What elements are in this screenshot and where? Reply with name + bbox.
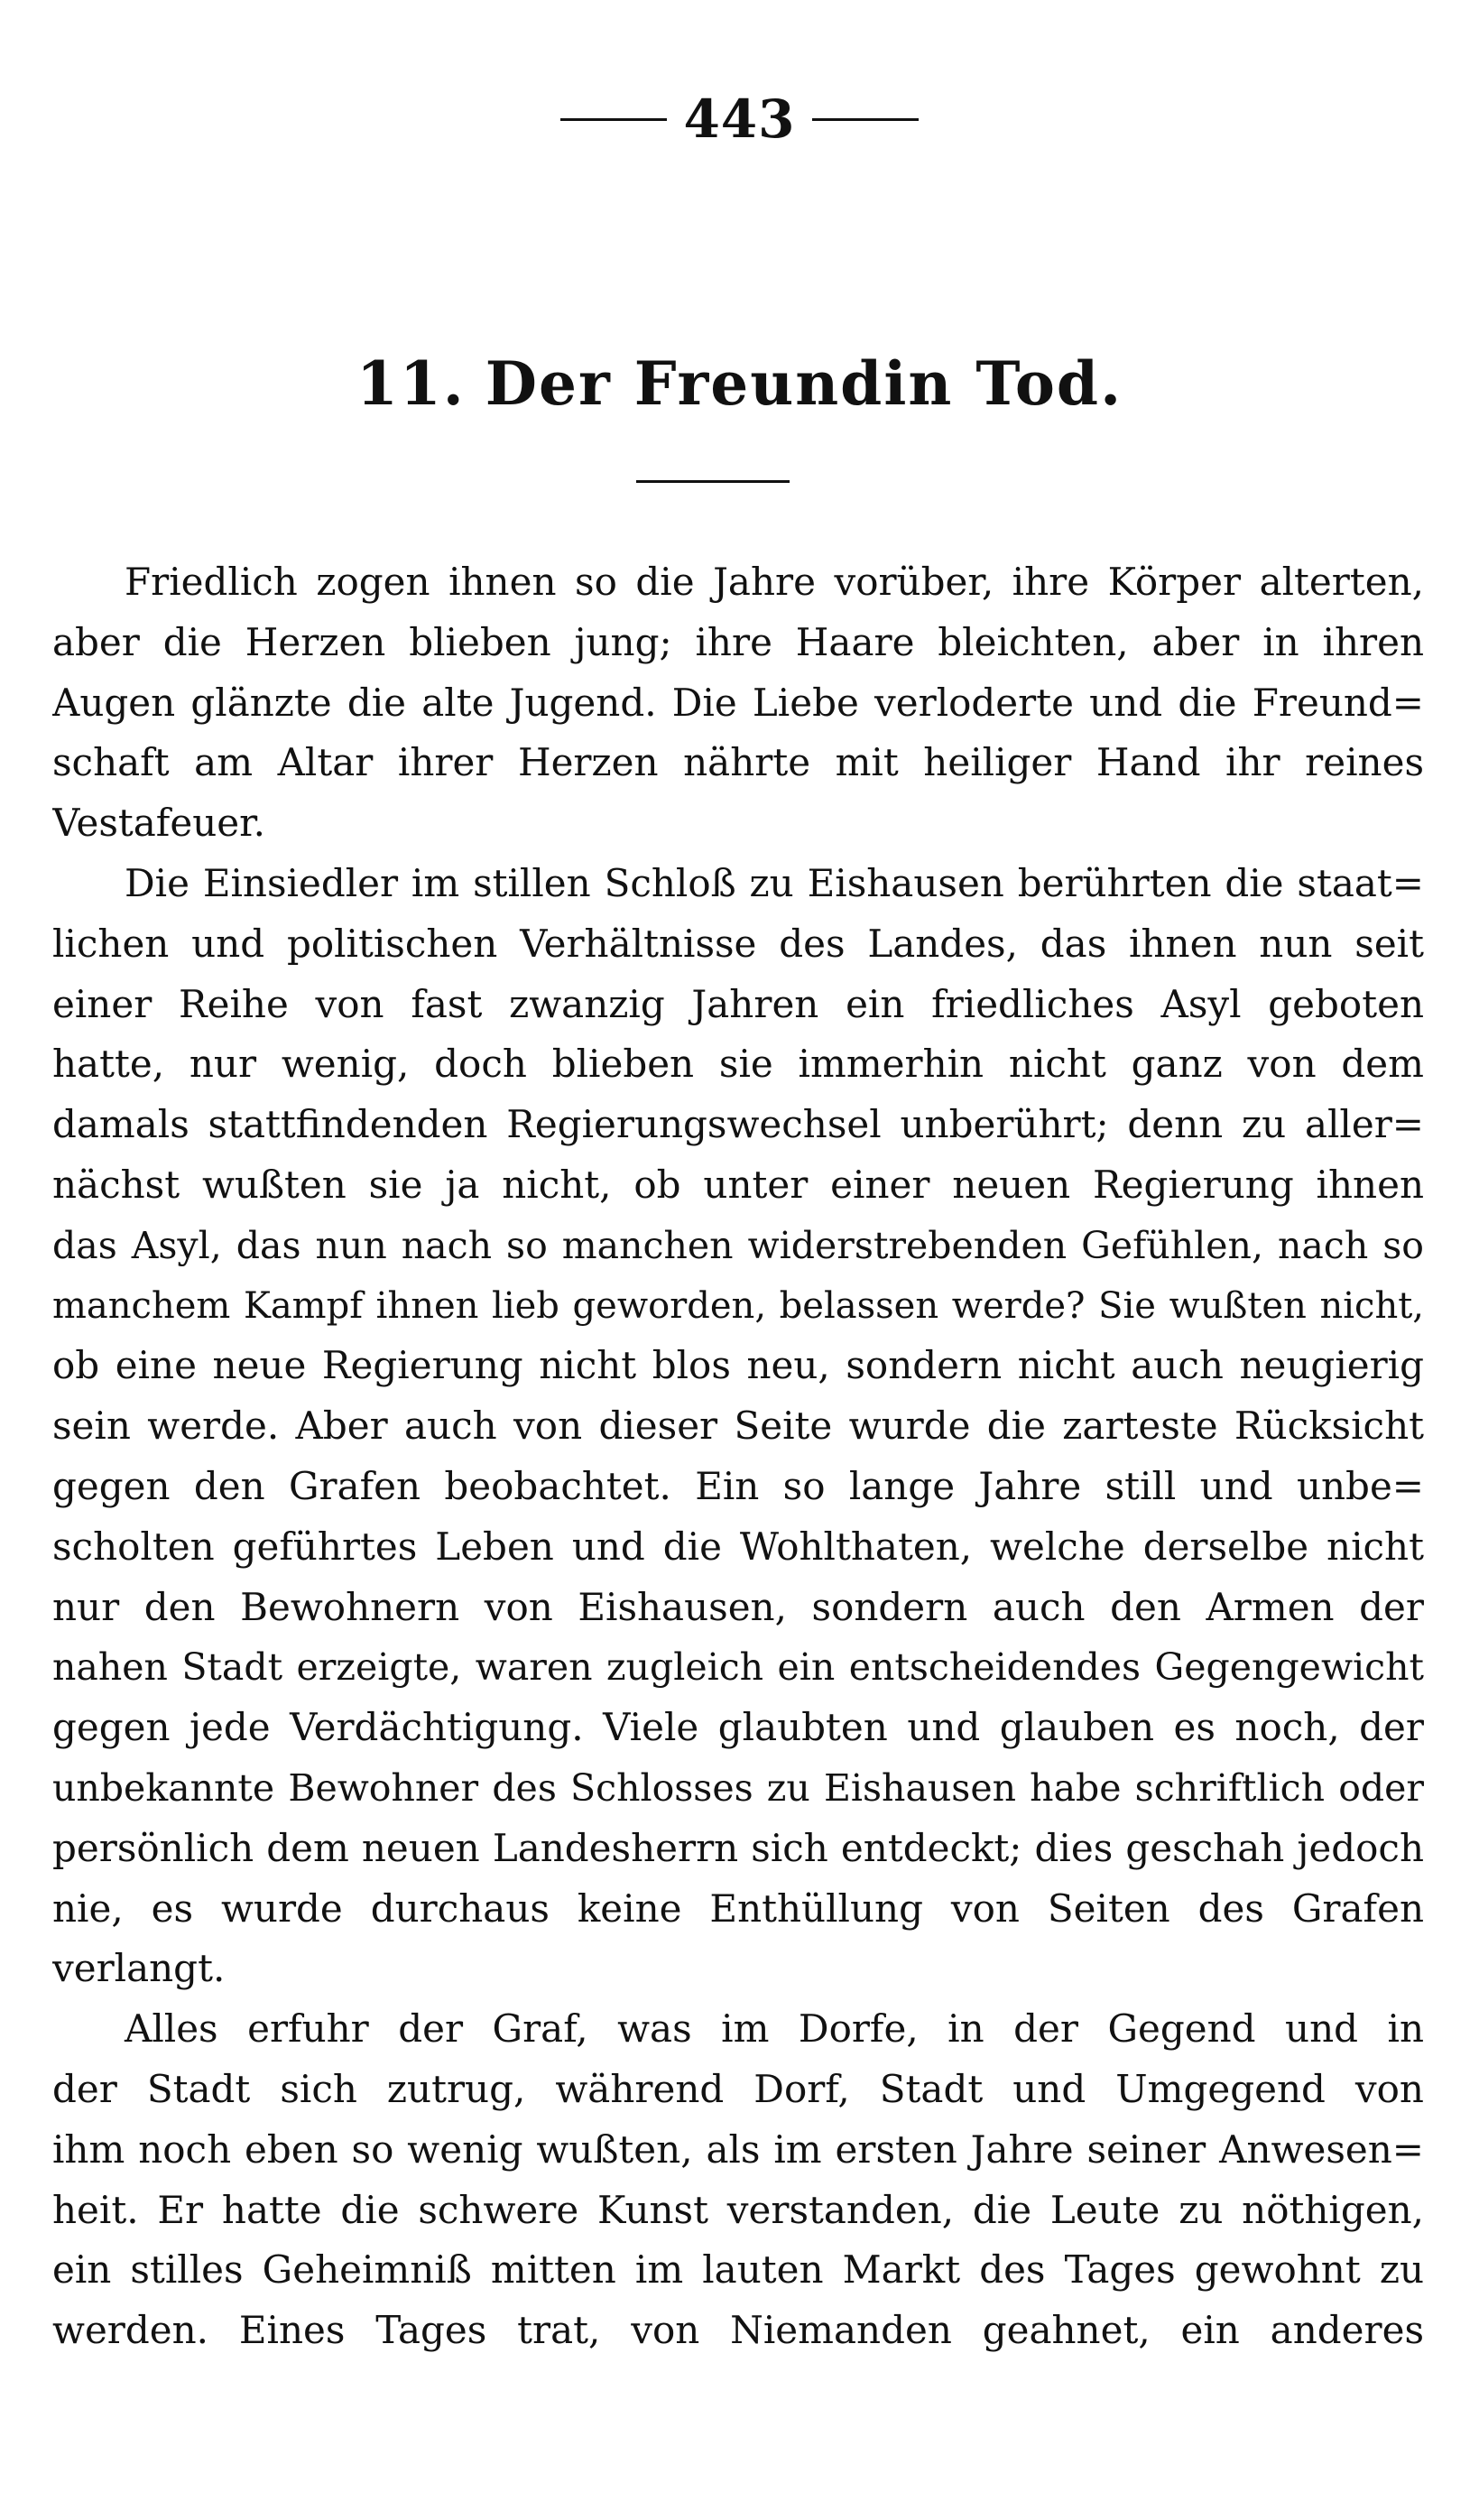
text-line: gegen den Grafen beobachtet. Ein so lange Jahre still und unbe= bbox=[52, 1463, 1424, 1508]
chapter-title: Der Freundin Tod. bbox=[485, 348, 1123, 419]
chapter-heading bbox=[0, 347, 1479, 420]
text-line: Die Einsiedler im stillen Schloß zu Eishausen berührten die staat= bbox=[125, 860, 1424, 905]
text-line: Augen glänzte die alte Jugend. Die Liebe verloderte und die Freund= bbox=[52, 680, 1424, 725]
body-text bbox=[52, 552, 1424, 2361]
text-line: aber die Herzen blieben jung; ihre Haare bleichten, aber in ihren bbox=[52, 619, 1424, 664]
text-line: ihm noch eben so wenig wußten, als im ersten Jahre seiner Anwesen= bbox=[52, 2126, 1424, 2172]
text-line: verlangt. bbox=[52, 1946, 226, 1991]
text-line: schaft am Altar ihrer Herzen nährte mit heiliger Hand ihr reines bbox=[52, 740, 1424, 785]
text-line: unbekannte Bewohner des Schlosses zu Eishausen habe schriftlich oder bbox=[52, 1765, 1424, 1810]
text-line: nie, es wurde durchaus keine Enthüllung von Seiten des Grafen bbox=[52, 1885, 1424, 1931]
page-number: 443 bbox=[683, 88, 796, 150]
text-line: einer Reihe von fast zwanzig Jahren ein friedliches Asyl geboten bbox=[52, 981, 1424, 1026]
text-line: gegen jede Verdächtigung. Viele glaubten und glauben es noch, der bbox=[52, 1705, 1424, 1750]
text-line: ob eine neue Regierung nicht blos neu, sondern nicht auch neugierig bbox=[52, 1343, 1424, 1388]
text-line: Alles erfuhr der Graf, was im Dorfe, in der Gegend und in bbox=[125, 2006, 1424, 2052]
text-line: scholten geführtes Leben und die Wohlthaten, welche derselbe nicht bbox=[52, 1524, 1424, 1569]
paragraph-3 bbox=[52, 1999, 1424, 2361]
text-line: heit. Er hatte die schwere Kunst verstanden, die Leute zu nöthigen, bbox=[52, 2187, 1424, 2232]
text-line: das Asyl, das nun nach so manchen widerstrebenden Gefühlen, nach so bbox=[52, 1223, 1424, 1267]
text-line: sein werde. Aber auch von dieser Seite wurde die zarteste Rücksicht bbox=[52, 1404, 1424, 1449]
text-line: hatte, nur wenig, doch blieben sie immerhin nicht ganz von dem bbox=[52, 1042, 1424, 1087]
text-line: persönlich dem neuen Landesherrn sich entdeckt; dies geschah jedoch bbox=[52, 1825, 1424, 1870]
text-line: nur den Bewohnern von Eishausen, sondern auch den Armen der bbox=[52, 1584, 1424, 1629]
page-header bbox=[0, 90, 1479, 148]
text-line: werden. Eines Tages trat, von Niemanden geahnet, ein anderes bbox=[52, 2308, 1424, 2353]
text-line: lichen und politischen Verhältnisse des Landes, das ihnen nun seit bbox=[52, 921, 1424, 966]
text-line: Vestafeuer. bbox=[52, 801, 265, 846]
chapter-divider bbox=[636, 480, 790, 483]
header-rule-left bbox=[560, 118, 667, 121]
text-line: der Stadt sich zutrug, während Dorf, Stadt und Umgegend von bbox=[52, 2066, 1424, 2111]
paragraph-1 bbox=[52, 552, 1424, 854]
text-line: ein stilles Geheimniß mitten im lauten Markt des Tages gewohnt zu bbox=[52, 2247, 1424, 2293]
text-line: nahen Stadt erzeigte, waren zugleich ein entscheidendes Gegengewicht bbox=[52, 1645, 1424, 1690]
text-line: Friedlich zogen ihnen so die Jahre vorüber, ihre Körper alterten, bbox=[125, 560, 1424, 604]
text-line: manchem Kampf ihnen lieb geworden, belassen werde? Sie wußten nicht, bbox=[52, 1284, 1424, 1327]
header-rule-right bbox=[812, 118, 919, 121]
text-line: damals stattfindenden Regierungswechsel unberührt; denn zu aller= bbox=[52, 1102, 1424, 1147]
chapter-number: 11. bbox=[356, 348, 466, 419]
paragraph-2 bbox=[52, 854, 1424, 1999]
text-line: nächst wußten sie ja nicht, ob unter einer neuen Regierung ihnen bbox=[52, 1162, 1424, 1207]
